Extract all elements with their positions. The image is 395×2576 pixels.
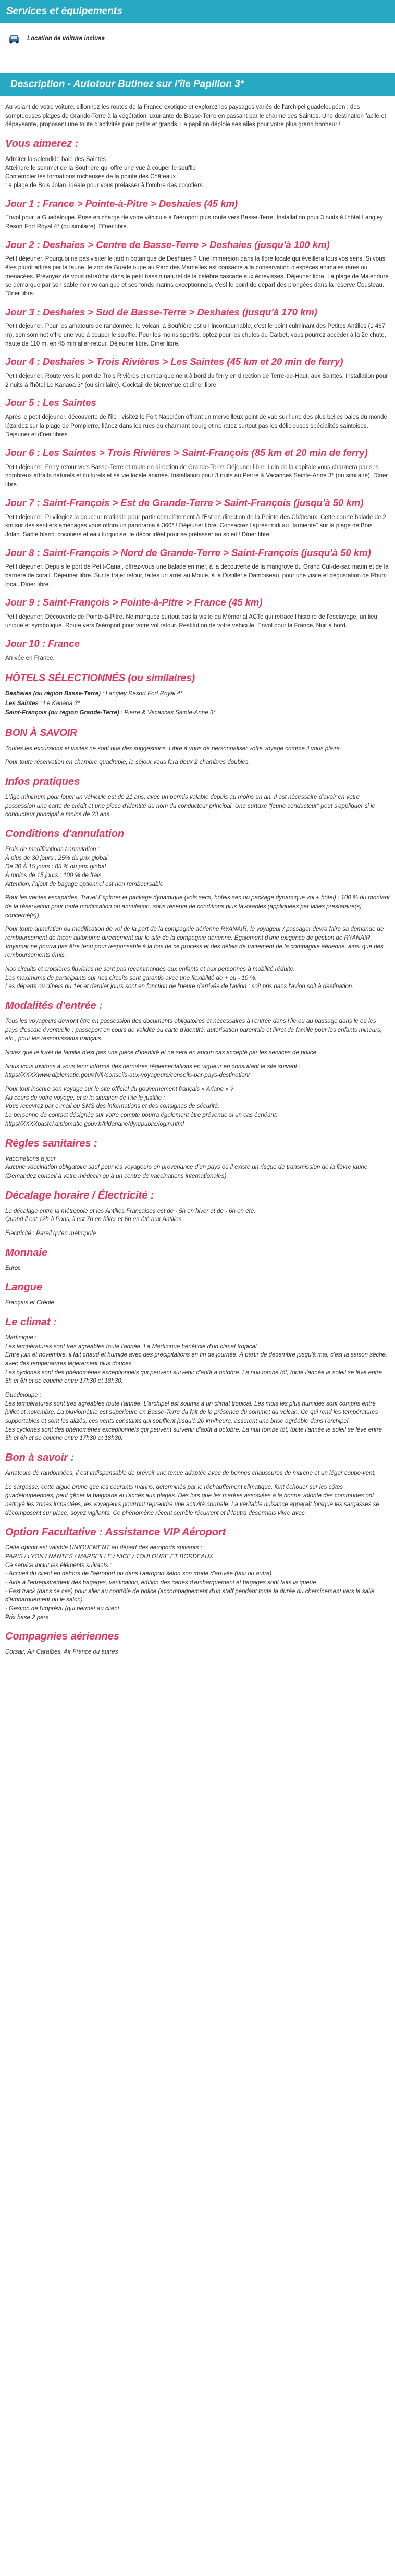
day-3-title: Jour 3 : Deshaies > Sud de Basse-Terre > Deshaies (jusqu'à 170 km) (5, 306, 318, 317)
day-7-title: Jour 7 : Saint-François > Est de Grande-Terre > Saint-François (jusqu'à 50 km) (5, 497, 364, 508)
highlights-title: Vous aimerez : (5, 138, 79, 150)
infos-text: L'âge minimum pour louer un véhicule est de 21 ans, avec un permis valable depuis au moins un an. Il est nécessaire d'avoir en votre possession une carte de crédit et une pièce d'identité au nom du conducteur principal. Une surtaxe "jeune conducteur" peut s'appliquer si le conducteur principal a moins de 23 ans. (5, 794, 376, 818)
day-6-title: Jour 6 : Les Saintes > Trois Rivières > Saint-François (85 km et 20 min de ferry) (5, 447, 368, 459)
formalites-title: Modalités d'entrée : (5, 1000, 103, 1012)
hotel-item (5, 709, 390, 718)
intro-text: Au volant de votre voiture, sillonnez les routes de la France exotique et explorez les paysages variés de l'archipel guadeloupéen : des somptueuses plages de Grande-Terre à la végétation luxuriante de Basse-Terre en passant par le charme des Saintes. Une destination facile et dépaysante, proposant une toute d'activités pour petits et grands. Le papillon déploie ses ailes pour votre plus grand bonheur ! (5, 104, 386, 128)
condition-line: À plus de 30 jours : 25% du prix global (5, 855, 108, 861)
conditions-title: Conditions d'annulation (5, 828, 125, 840)
highlight-item: Atteindre le sommet de la Soufrière qui offre une vue à couper le souffle (5, 165, 196, 171)
description-content (0, 96, 395, 1657)
sanitaires-text: Vaccinations à jour. Aucune vaccination obligatoire sauf pour les voyageurs en provenance d'un pays où il existe un risque de transmission de la fièvre jaune (Demandez conseil à votre médecin ou à un centre de vaccinations internationales). (5, 1155, 368, 1179)
day-7-text: Petit déjeuner. Privilégiez la douceur matinale pour partir complètement à l'Est en direction de la Pointe des Châteaux. Cette courte balade de 2 km sur des sentiers aménagés vous offrira un panorama à 360° ! Déjeuner libre. Consacrez l'après-midi au "farniente" sur la plage de Bois Jolan. Sable blanc, cocotiers et eau turquoise, le décor idéal pour se prélasser au soleil ! Dîner libre. (5, 514, 386, 538)
day-4-title: Jour 4 : Deshaies > Trois Rivières > Les Saintes (45 km et 20 min de ferry) (5, 356, 343, 367)
langue-text: Français et Créole (5, 1300, 54, 1307)
monnaie-text: Euros (5, 1265, 21, 1272)
electric-text: Le décalage entre la métropole et les Antilles Françaises est de - 5h en hiver et de - 6h en été. Quand il est 12h à Paris, il est 7h en hiver et 6h en été aux Antilles. (5, 1207, 256, 1223)
conditions-text-3: Pour toute annulation ou modification de vol de la part de la compagnie aérienne RYANAIR, le voyageur / passager devra faire sa demande de remboursement de façon autonome directement sur le site de la compagnie aérienne. Également d'une exigence de gestion de RYANAIR, Voyamar ne pourra pas être tenu pour responsable à la fois de ce process et des délais de traitement de la compagnie aérienne, ainsi que des remboursements émis. (5, 926, 384, 959)
service-item-label: Location de voiture incluse (27, 35, 105, 42)
description-header (0, 73, 395, 96)
description-title: Description - Autotour Butinez sur l'île Papillon 3* (10, 79, 244, 90)
formalites-text-1: Tous les voyageurs devront être en possession des documents obligatoires et nécessaires à l'entrée dans l'île ou au passage dans le ou les pays d'escale éventuelle : passeport en cours de validité ou carte d'identité, autorisation parentale et livret de famille pour les enfants mineurs, etc., pour les ressortissants français. (5, 1018, 382, 1042)
conditions-text-2: Pour les ventes escapades, Travel Explorer et package dynamique (vols secs, hôtels sec ou package dynamique vol + hôtel) : 100 % du montant de la réservation pour toute modification ou annulation, sous réserve de conditions plus favorables (appliquées par la/les prestataire(s) concerné(s)). (5, 895, 390, 919)
know-text-1: Toutes les excursions et visites ne sont que des suggestions. Libre à vous de personnaliser votre voyage comme il vous plaira. (5, 745, 342, 752)
langue-title: Langue (5, 1281, 43, 1293)
hotel-place: Deshaies (ou région Basse-Terre) (5, 691, 101, 697)
electric-title: Décalage horaire / Électricité : (5, 1189, 154, 1201)
condition-line: Attention, l'ajout de bagage optionnel est non remboursable. (5, 881, 165, 888)
day-8-text: Petit déjeuner. Depuis le port de Petit-Canal, offrez-vous une balade en mer, à la découverte de la mangrove du Grand Cul-de-sac marin et de la barrière de corail. Déjeuner libre. Sur le trajet retour, faites un arrêt au Moule, à la Distillerie Damoiseau, pour une visite et dégustation de Rhum local. Dîner libre. (5, 564, 389, 588)
climat-title: Le climat : (5, 1316, 57, 1328)
option-title: Option Facultative : Assistance VIP Aéroport (5, 1526, 226, 1538)
know-title: BON À SAVOIR (5, 728, 77, 739)
hotel-item (5, 689, 390, 698)
monnaie-title: Monnaie (5, 1247, 48, 1259)
hotel-name: : Langley Resort Fort Royal 4* (101, 691, 183, 697)
hotel-name: : Pierre & Vacances Sainte-Anne 3* (119, 710, 216, 717)
sanitaires-title: Règles sanitaires : (5, 1137, 97, 1149)
climat-text-1: Martinique : Les températures sont très agréables toute l'année. La Martinique bénéficie d'un climat tropical. Entre juin et novembre, il fait chaud et humide avec des précipitations en fin de journée. À partir de décembre jusqu'à mai, c'est la saison sèche, avec des températures légèrement plus douces. Les cyclones sont des phénomènes exceptionnels qui peuvent survenir d'août à octobre. La nuit tombe tôt, toute l'année le soleil se lève entre 5h et 6h et se couche entre 17h30 et 18h30. (5, 1334, 388, 1385)
formalites-text-3: Nous vous invitons à vous tenir informé des dernières réglementations en vigueur en consultant le site suivant : https//XXXXwww.diplomatie.gouv.fr/fr/conseils-aux-voyageurs/conseils-par-pays-destination/ (5, 1063, 301, 1079)
formalites-text-4: Pour tout inscrire son voyage sur le site officiel du gouvernement français « Ariane » ? Au cours de votre voyage, et si la situation de l'île le justifie : Vous recevrez par e-mail ou SMS des informations et des consignes de sécurité. La personne de contact désignée sur votre compte pourra également être prévenue si un cas échéant. https//XXXXpastel.diplomatie.gouv.fr/fildariane/dyn/public/login.html (5, 1086, 278, 1127)
hotel-name: : Le Kanaoa 3* (38, 700, 80, 707)
highlight-item: La plage de Bois Jolan, idéale pour vous prélasser à l'ombre des cocotiers (5, 182, 203, 189)
hotel-item (5, 699, 390, 708)
conditions-text-4: Nos circuits et croisières fluviales ne sont pas recommandés aux enfants et aux personnes à mobilité réduite. Les maximums de participants sur nos circuits sont garantis avec une flexibilité de + ou - 10 %. Les départs ou dîners du 1er et dernier jours sont en fonction de l'heure d'arrivée de l'avion ; soit pris dans l'avion soit à destination. (5, 966, 354, 990)
highlight-item: Contempler les formations rocheuses de la pointe des Châteaux (5, 174, 176, 180)
day-2-text: Petit déjeuner. Pourquoi ne pas visiter le jardin botanique de Deshaies ? Une immersion dans la flore locale qui éveillera tous vos sens. Si vous êtes plutôt attirés par la faune, le zoo de Guadeloupe au Parc des Mamelles est consacré à la conservation d'espèces animales rares ou menacées. Prévoyez de vous rafraîchir dans le petit bassin naturel de la célèbre cascade aux écrevisses. Déjeuner libre. La plage de Malendure se démarque par son sable noir volcanique et ses fonds marins exceptionnels, c'est le point de départ des plongées dans la réserve Cousteau. Dîner libre. (5, 256, 389, 298)
formalites-text-2: Notez que le livret de famille n'est pas une pièce d'identité et ne sera en aucun cas accepté par les services de police. (5, 1050, 318, 1056)
day-4-text: Petit déjeuner. Route vers le port de Trois Rivières et embarquement à bord du ferry en direction de Terre-de-Haut, aux Saintes. Installation pour 2 nuits à l'hôtel Le Kanaoa 3* (ou similaire). Cocktail de bienvenue et dîner libre. (5, 373, 388, 388)
condition-line: À moins de 15 jours : 100 % de frais (5, 872, 102, 879)
day-1-text: Envol pour la Guadeloupe. Prise en charge de votre véhicule à l'aéroport puis route vers Basse-Terre. Installation pour 3 nuits à l'hôtel Langley Resort Fort Royal 4* (ou similaire). Dîner libre. (5, 215, 383, 230)
car-rental-icon (7, 33, 21, 44)
day-9-title: Jour 9 : Saint-François > Pointe-à-Pitre > France (45 km) (5, 597, 263, 608)
highlight-item: Admirer la splendide baie des Saintes (5, 156, 106, 163)
day-10-title: Jour 10 : France (5, 638, 80, 649)
hotels-list (5, 689, 390, 718)
condition-line: Frais de modifications / annulation : (5, 846, 100, 853)
compagnies-text: Corsair, Air Caraïbes, Air France ou autres (5, 1649, 118, 1656)
infos-title: Infos pratiques (5, 776, 80, 788)
day-3-text: Petit déjeuner. Pour les amateurs de randonnée, le volcan la Soufrière est un incontournable, c'est le point culminant des Petites Antilles (1 467 m), son sommet offre une vue à couper le souffle. Pour les moins sportifs, optez pour les chutes du Carbet, vous pourrez accéder à la 2e chute, haute de 110 m, en 45 min aller-retour. Déjeuner libre. Dîner libre. (5, 323, 386, 347)
option-text: Cette option est valable UNIQUEMENT au départ des aéroports suivants : PARIS / LYON / NANTES / MARSEILLE / NICE / TOULOUSE ET BORDEAUX Ce service inclut les éléments suivants : - Accueil du client en dehors de l'aéroport ou dans l'aéroport selon son mode d'arrivée (taxi ou autre) - Aide à l'enregistrement des bagages, vérification, édition des cartes d'embarquement et bagages sont faits la queue - Fast track (dans ce cas) pour aller au contrôle de police (accompagnement d'un staff pendant toute la durée du cheminement vers la salle d'embarquement ou le salon) - Gestion de l'imprévu (qui permet au client Prix base 2 pers (5, 1545, 375, 1621)
services-header (0, 0, 395, 23)
condition-line: De 30 À 15 jours : 85 % du prix global (5, 864, 106, 870)
day-8-title: Jour 8 : Saint-François > Nord de Grande-Terre > Saint-François (jusqu'à 50 km) (5, 547, 371, 558)
hotel-place: Saint-François (ou région Grande-Terre) (5, 710, 119, 717)
day-5-text: Après le petit déjeuner, découverte de l'île : visitez le Fort Napoléon offrant un merveilleux point de vue sur l'une des plus belles baies du monde, lézardez sur la plage de Pompierre, flânez dans les rues du charmant bourg et ne ratez surtout pas les délicieuses spécialités saintoises. Déjeuner et dîner libres. (5, 414, 389, 438)
service-item (0, 23, 395, 59)
day-5-title: Jour 5 : Les Saintes (5, 397, 96, 409)
know-text-2: Pour toute réservation en chambre quadruple, le séjour vous fera deux 2 chambres doubles. (5, 759, 250, 766)
highlights-list (5, 155, 390, 190)
services-title: Services et équipements (6, 6, 122, 17)
day-2-title: Jour 2 : Deshaies > Centre de Basse-Terre > Deshaies (jusqu'à 100 km) (5, 239, 330, 250)
day-1-title: Jour 1 : France > Pointe-à-Pitre > Deshaies (45 km) (5, 198, 238, 209)
electric-text-2: Électricité : Pareil qu'en métropole (5, 1230, 96, 1237)
day-9-text: Petit déjeuner. Découverte de Pointe-à-Pitre. Ne manquez surtout pas la visite du Mémorial ACTe qui retrace l'histoire de l'esclavage, un lieu unique et symbolique. Route vers l'aéroport pour votre vol retour. Restitution de votre véhicule. Envol pour la France. Nuit à bord. (5, 613, 377, 629)
compagnies-title: Compagnies aériennes (5, 1631, 119, 1643)
bon-text-2: Le sargasse, cette algue brune que les courants marins, déterminés par le réchauffement climatique, font échouer sur les côtes guadeloupéennes, peut gêner la baignade et l'accès aux plages. Dès lors que les marées associées à la bonne volonté des communes ont nettoyé les zones impactées, les voyageurs pourront reprendre une activité normale. La véritable nuisance apparaît lorsque les sargasses se décomposent sur place, soyez vigilants. Ce phénomène récent semble récurrent et il fautra désormais vivre avec. (5, 1484, 379, 1517)
hotels-title: HÔTELS SÉLECTIONNÉS (ou similaires) (5, 672, 195, 684)
conditions-lines (5, 845, 390, 889)
hotel-place: Les Saintes (5, 700, 39, 707)
bon-title: Bon à savoir : (5, 1451, 75, 1463)
day-6-text: Petit déjeuner. Ferry retour vers Basse-Terre et route en direction de Grande-Terre. Déjeuner libre. Loin de la capitale vous charmera par ses nombreux attraits naturels et culturels et sa vie locale animée. Installation pour 3 nuits au Pierre & Vacances Sainte-Anne 3* (ou similaire). Dîner libre. (5, 464, 388, 488)
climat-text-2: Guadeloupe : Les températures sont très agréables toute l'année. L'archipel est soumis à un climat tropical. Les mois les plus humides sont compris entre juillet et novembre. La pluviométrie est supérieure en Basse-Terre du fait de la présence du sommet du volcan. Ce qui rend les températures supportables et sont les alizés, ces vents constants qui soufflent jusqu'à 20 km/heure, assurent une brise agréable dans l'archipel. Les cyclones sont des phénomènes exceptionnels qui peuvent survenir d'août à octobre. La nuit tombe tôt, toute l'année le soleil se lève entre 5h et 6h et se couche entre 17h30 et 18h30. (5, 1391, 382, 1442)
day-10-text: Arrivée en France. (5, 655, 55, 661)
bon-text-1: Amateurs de randonnées, il est indispensable de prévoir une tenue adaptée avec de bonnes chaussures de marche et un léger coupe-vent. (5, 1470, 376, 1476)
